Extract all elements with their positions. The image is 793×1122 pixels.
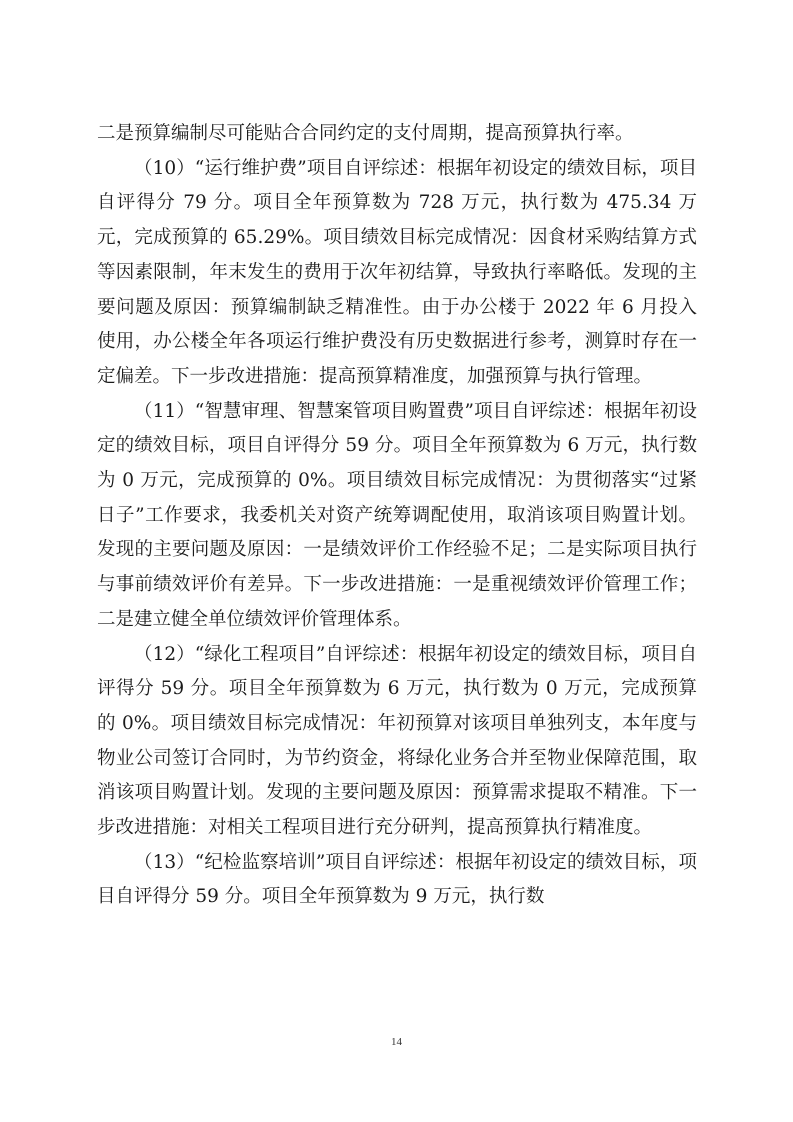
paragraph-item-13: （13）“纪检监察培训”项目自评综述：根据年初设定的绩效目标，项目自评得分 59 分。项目全年预算数为 9 万元，执行数	[97, 851, 697, 908]
paragraph-item-12: （12）“绿化工程项目”自评综述：根据年初设定的绩效目标，项目自评得分 59 分。项目全年预算数为 6 万元，执行数为 0 万元，完成预算的 0%。项目绩效目标完成情况：年初预算对该项目单独列支，本年度与物业公司签订合同时，为节约资金，将绿化业务合并至物业保障范围，取消该项目购置计划。发现的主要问题及原因：预算需求提取不精准。下一步改进措施：对相关工程项目进行充分研判，提高预算执行精准度。	[97, 643, 697, 839]
paragraph-item-11: （11）“智慧审理、智慧案管项目购置费”项目自评综述：根据年初设定的绩效目标，项目自评得分 59 分。项目全年预算数为 6 万元，执行数为 0 万元，完成预算的 0%。项目绩效目标完成情况：为贯彻落实“过紧日子”工作要求，我委机关对资产统筹调配使用，取消该项目购置计划。发现的主要问题及原因：一是绩效评价工作经验不足；二是实际项目执行与事前绩效评价有差异。下一步改进措施：一是重视绩效评价管理工作；二是建立健全单位绩效评价管理体系。	[97, 400, 697, 630]
page-number: 14	[391, 1036, 402, 1048]
paragraph-item-10: （10）“运行维护费”项目自评综述：根据年初设定的绩效目标，项目自评得分 79 分。项目全年预算数为 728 万元，执行数为 475.34 万元，完成预算的 65.29%。项目绩效目标完成情况：因食材采购结算方式等因素限制，年末发生的费用于次年初结算，导致执行率略低。发现的主要问题及原因：预算编制缺乏精准性。由于办公楼于 2022 年 6 月投入使用，办公楼全年各项运行维护费没有历史数据进行参考，测算时存在一定偏差。下一步改进措施：提高预算精准度，加强预算与执行管理。	[97, 157, 697, 387]
document-body	[97, 117, 697, 915]
paragraph-continuation: 二是预算编制尽可能贴合合同约定的支付周期，提高预算执行率。	[97, 123, 634, 144]
